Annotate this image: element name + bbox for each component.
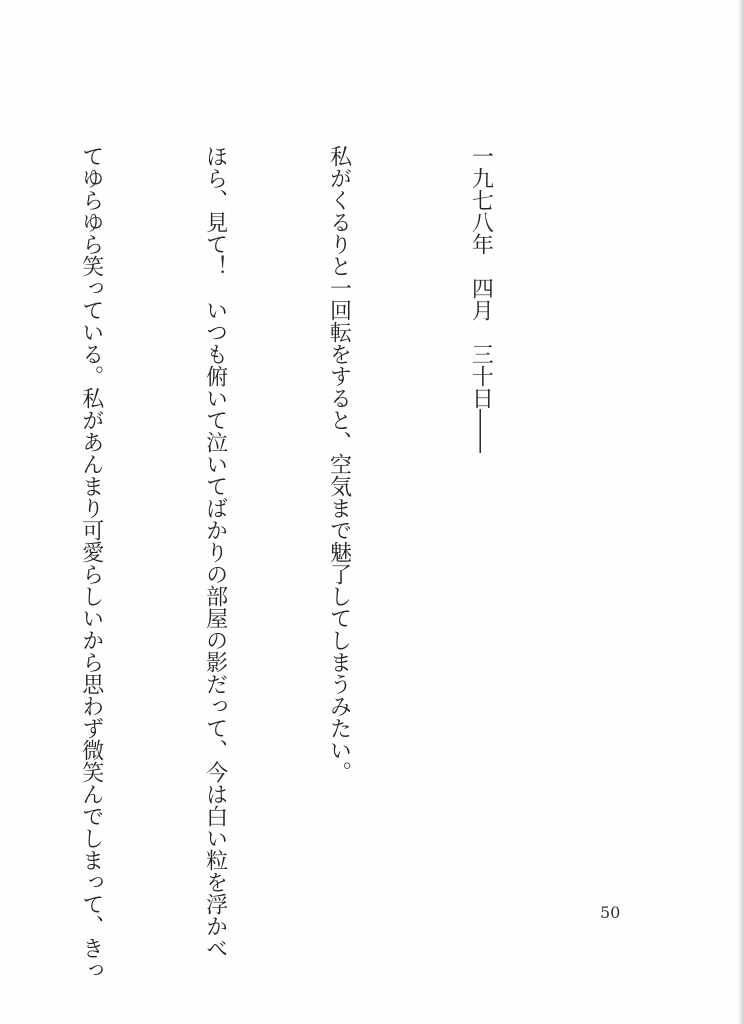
text-line: 私がくるりと一回転をすると、空気まで魅了してしまうみたい。 bbox=[326, 145, 352, 783]
page-edge-shadow bbox=[738, 0, 744, 1024]
date-heading: 一九七八年 四月 三十日―― bbox=[468, 145, 494, 453]
page-number: 50 bbox=[600, 903, 621, 922]
body-text bbox=[0, 145, 584, 981]
text-line: ほら、見て！ いつも俯いて泣いてばかりの部屋の影だって、今は白い粒を浮かべ bbox=[202, 145, 228, 959]
text-line: てゆらゆら笑っている。私があんまり可愛らしいから思わず微笑んでしまって、きっ bbox=[78, 145, 104, 981]
